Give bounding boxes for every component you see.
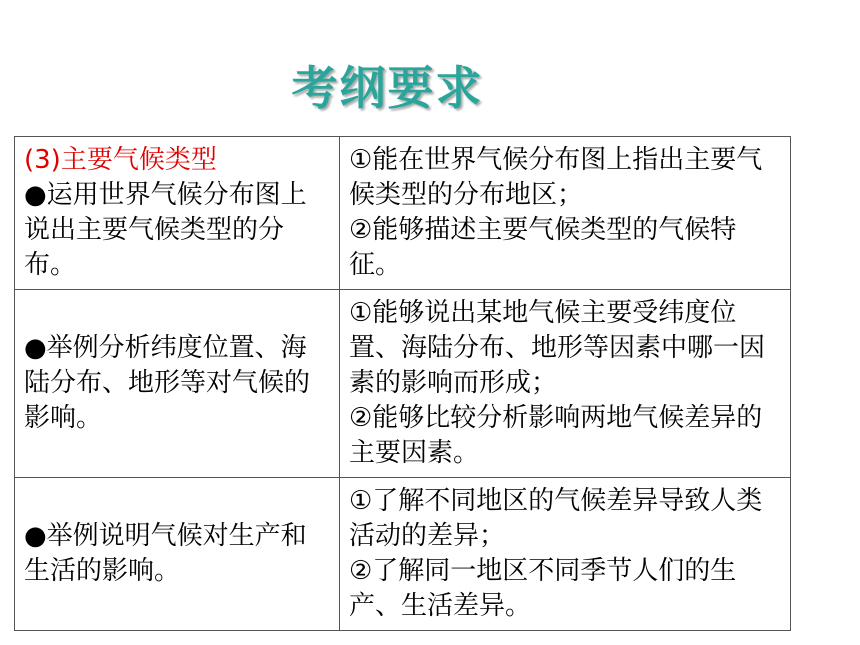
row-1-right-cell: [340, 137, 791, 290]
row-2-right-cell: [340, 290, 791, 478]
requirement-text: ●举例分析纬度位置、海陆分布、地形等对气候的影响。: [24, 333, 311, 433]
requirements-table: [14, 136, 791, 631]
page-title: 考纲要求: [291, 61, 484, 115]
row-2-left-cell: [15, 290, 340, 478]
requirement-text: ●运用世界气候分布图上说出主要气候类型的分布。: [24, 180, 307, 280]
section-heading: (3)主要气候类型: [24, 145, 217, 175]
row-1-left-cell: [15, 137, 340, 290]
objective-item: ②能够比较分析影响两地气候差异的主要因素。: [349, 403, 763, 468]
objective-item: ①了解不同地区的气候差异导致人类活动的差异；: [349, 486, 763, 551]
table-row: [15, 478, 791, 631]
row-3-left-cell: [15, 478, 340, 631]
table-row: [15, 290, 791, 478]
objective-item: ②能够描述主要气候类型的气候特征。: [349, 215, 737, 280]
requirement-text: ●举例说明气候对生产和生活的影响。: [24, 521, 307, 586]
objective-item: ②了解同一地区不同季节人们的生产、生活差异。: [349, 556, 737, 621]
objective-item: ①能在世界气候分布图上指出主要气候类型的分布地区；: [349, 145, 763, 210]
row-3-right-cell: [340, 478, 791, 631]
objective-item: ①能够说出某地气候主要受纬度位置、海陆分布、地形等因素中哪一因素的影响而形成；: [349, 298, 766, 398]
table-row: [15, 137, 791, 290]
